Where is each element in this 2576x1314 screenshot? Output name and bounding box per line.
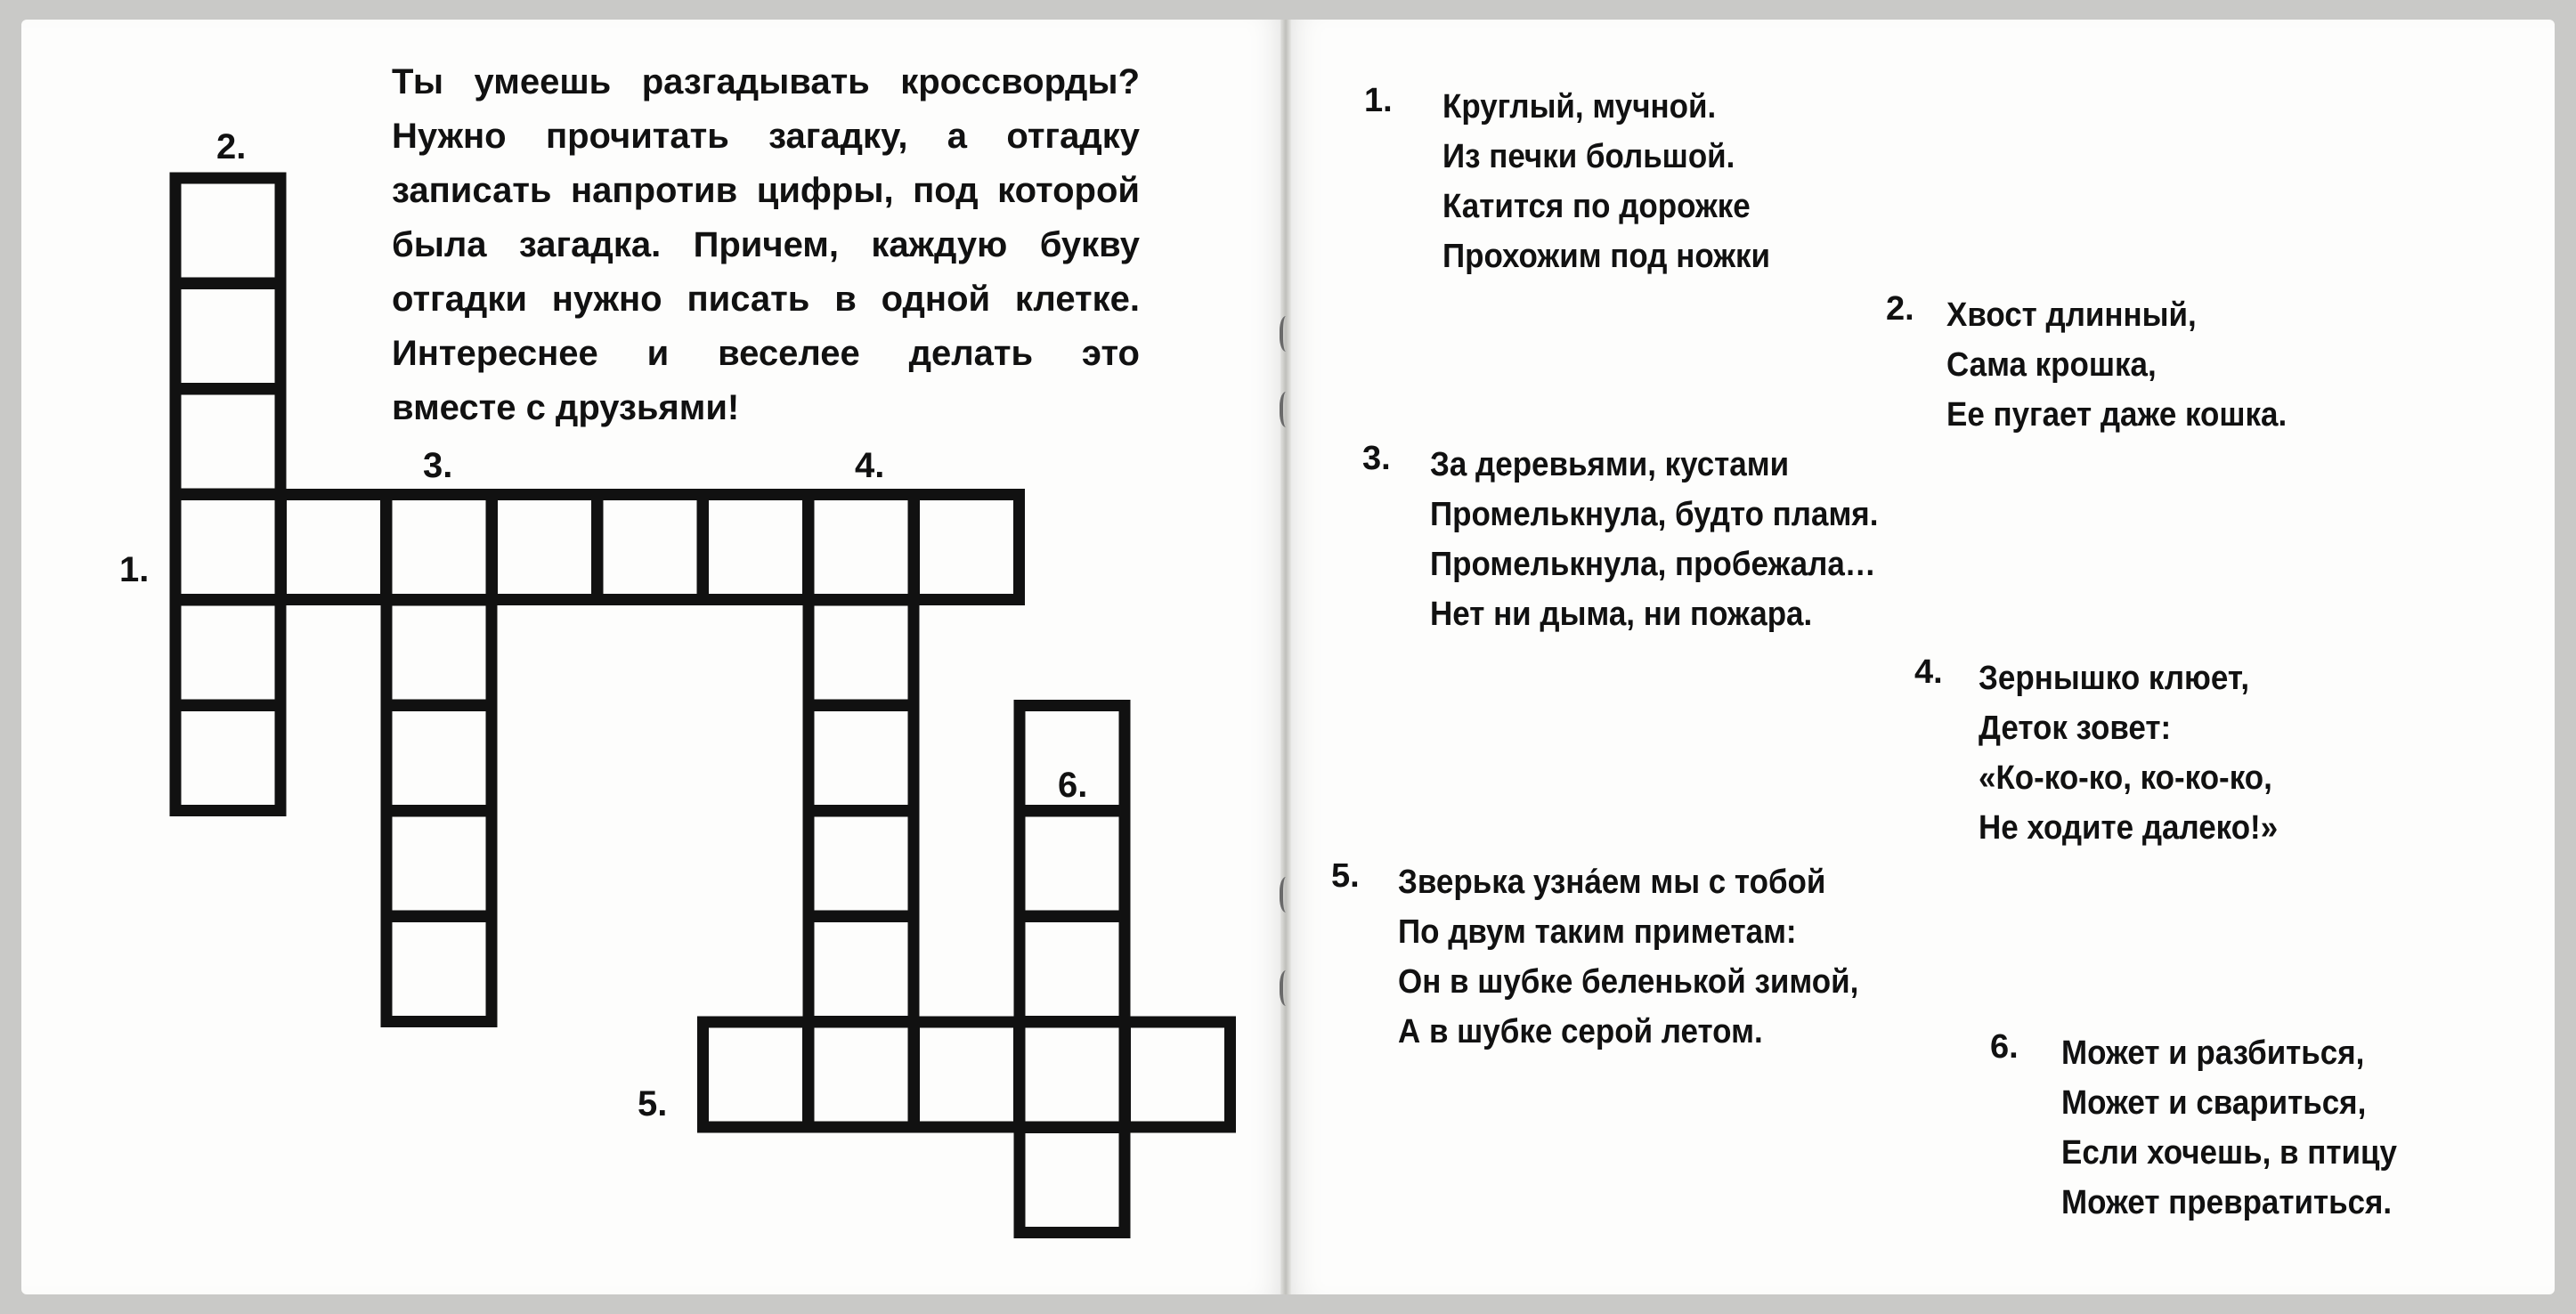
riddle-2 [1886, 290, 2316, 440]
riddle-line: Не ходите далеко!» [1979, 809, 2279, 847]
riddle-line: Прохожим под ножки [1442, 238, 1770, 275]
riddle-line: Может и разбиться, [2061, 1034, 2365, 1072]
crossword-cell [386, 600, 492, 705]
clue-number-2: 2. [216, 127, 247, 166]
riddle-line: Промелькнула, пробежала… [1430, 546, 1876, 583]
crossword-cell [1020, 917, 1125, 1022]
riddle-4 [1914, 653, 2304, 853]
crossword-cell [1020, 1128, 1125, 1233]
riddle-line: Катится по дорожке [1442, 188, 1751, 225]
riddle-line: Круглый, мучной. [1442, 88, 1717, 126]
riddle-line: Нет ни дыма, ни пожара. [1430, 596, 1813, 633]
riddle-line: Деток зовет: [1979, 710, 2172, 747]
crossword-cell [809, 706, 914, 811]
riddle-3 [1362, 440, 1917, 639]
crossword-cell [809, 600, 914, 705]
riddle-line: Может и свариться, [2061, 1084, 2367, 1122]
riddle-number: 1. [1364, 82, 1393, 119]
riddle-line: Может превратиться. [2061, 1184, 2393, 1221]
clue-number-1: 1. [119, 550, 150, 589]
clue-number-6: 6. [1058, 766, 1088, 805]
crossword-cell [809, 811, 914, 916]
riddle-line: Промелькнула, будто пламя. [1430, 496, 1879, 533]
crossword-cell [386, 917, 492, 1022]
crossword-cell [914, 495, 1020, 600]
crossword-cell [386, 706, 492, 811]
riddle-line: А в шубке серой летом. [1398, 1013, 1763, 1050]
riddle-line: Он в шубке беленькой зимой, [1398, 963, 1859, 1001]
riddle-line: Зверька узна́ем мы с тобой [1398, 864, 1826, 901]
intro-line: Ты умеешь разгадывать кроссворды? [392, 62, 1140, 101]
riddle-line: Если хочешь, в птицу [2061, 1134, 2397, 1172]
crossword-cell [175, 284, 280, 389]
crossword-cell [386, 495, 492, 600]
riddle-number: 5. [1331, 857, 1360, 895]
crossword-cell [809, 495, 914, 600]
clue-number-4: 4. [855, 446, 885, 485]
riddle-5 [1331, 857, 1898, 1057]
riddle-number: 4. [1914, 653, 1943, 691]
riddle-1 [1364, 82, 1799, 281]
riddle-line: Ее пугает даже кошка. [1946, 396, 2288, 434]
crossword-cell [175, 600, 280, 705]
crossword-cell [703, 1022, 809, 1127]
clue-number-5: 5. [638, 1084, 668, 1123]
crossword-cell [281, 495, 386, 600]
crossword-cell [175, 495, 280, 600]
riddle-line: По двум таким приметам: [1398, 913, 1797, 951]
riddle-line: Зернышко клюет, [1979, 660, 2250, 697]
crossword-cell [597, 495, 703, 600]
riddle-number: 6. [1990, 1028, 2019, 1066]
crossword-cell [175, 389, 280, 494]
riddle-line: За деревьями, кустами [1430, 446, 1790, 483]
crossword-cell [175, 178, 280, 283]
riddle-line: Сама крошка, [1946, 346, 2157, 384]
crossword-cell [703, 495, 809, 600]
crossword-cell [386, 811, 492, 916]
clue-number-3: 3. [423, 446, 453, 485]
crossword-cell [809, 917, 914, 1022]
intro-line: вместе с друзьями! [392, 388, 740, 427]
riddle-number: 2. [1886, 290, 1914, 328]
riddle-line: Из печки большой. [1442, 138, 1735, 175]
crossword-cell [1125, 1022, 1231, 1127]
intro-line: отгадки нужно писать в одной клетке. [392, 280, 1140, 319]
crossword-cell [914, 1022, 1020, 1127]
crossword-cell [1020, 811, 1125, 916]
intro-line: записать напротив цифры, под которой [392, 171, 1140, 210]
crossword-cell [492, 495, 597, 600]
riddle-line: «Ко-ко-ко, ко-ко-ко, [1979, 759, 2272, 797]
riddle-6 [1990, 1028, 2426, 1228]
crossword-cell [809, 1022, 914, 1127]
riddle-line: Хвост длинный, [1946, 296, 2197, 334]
crossword-cell [1020, 1022, 1125, 1127]
intro-line: Нужно прочитать загадку, а отгадку [392, 117, 1140, 156]
riddle-number: 3. [1362, 440, 1391, 477]
intro-line: была загадка. Причем, каждую букву [392, 225, 1140, 264]
crossword-cell [175, 706, 280, 811]
intro-line: Интереснее и веселее делать это [392, 334, 1140, 373]
